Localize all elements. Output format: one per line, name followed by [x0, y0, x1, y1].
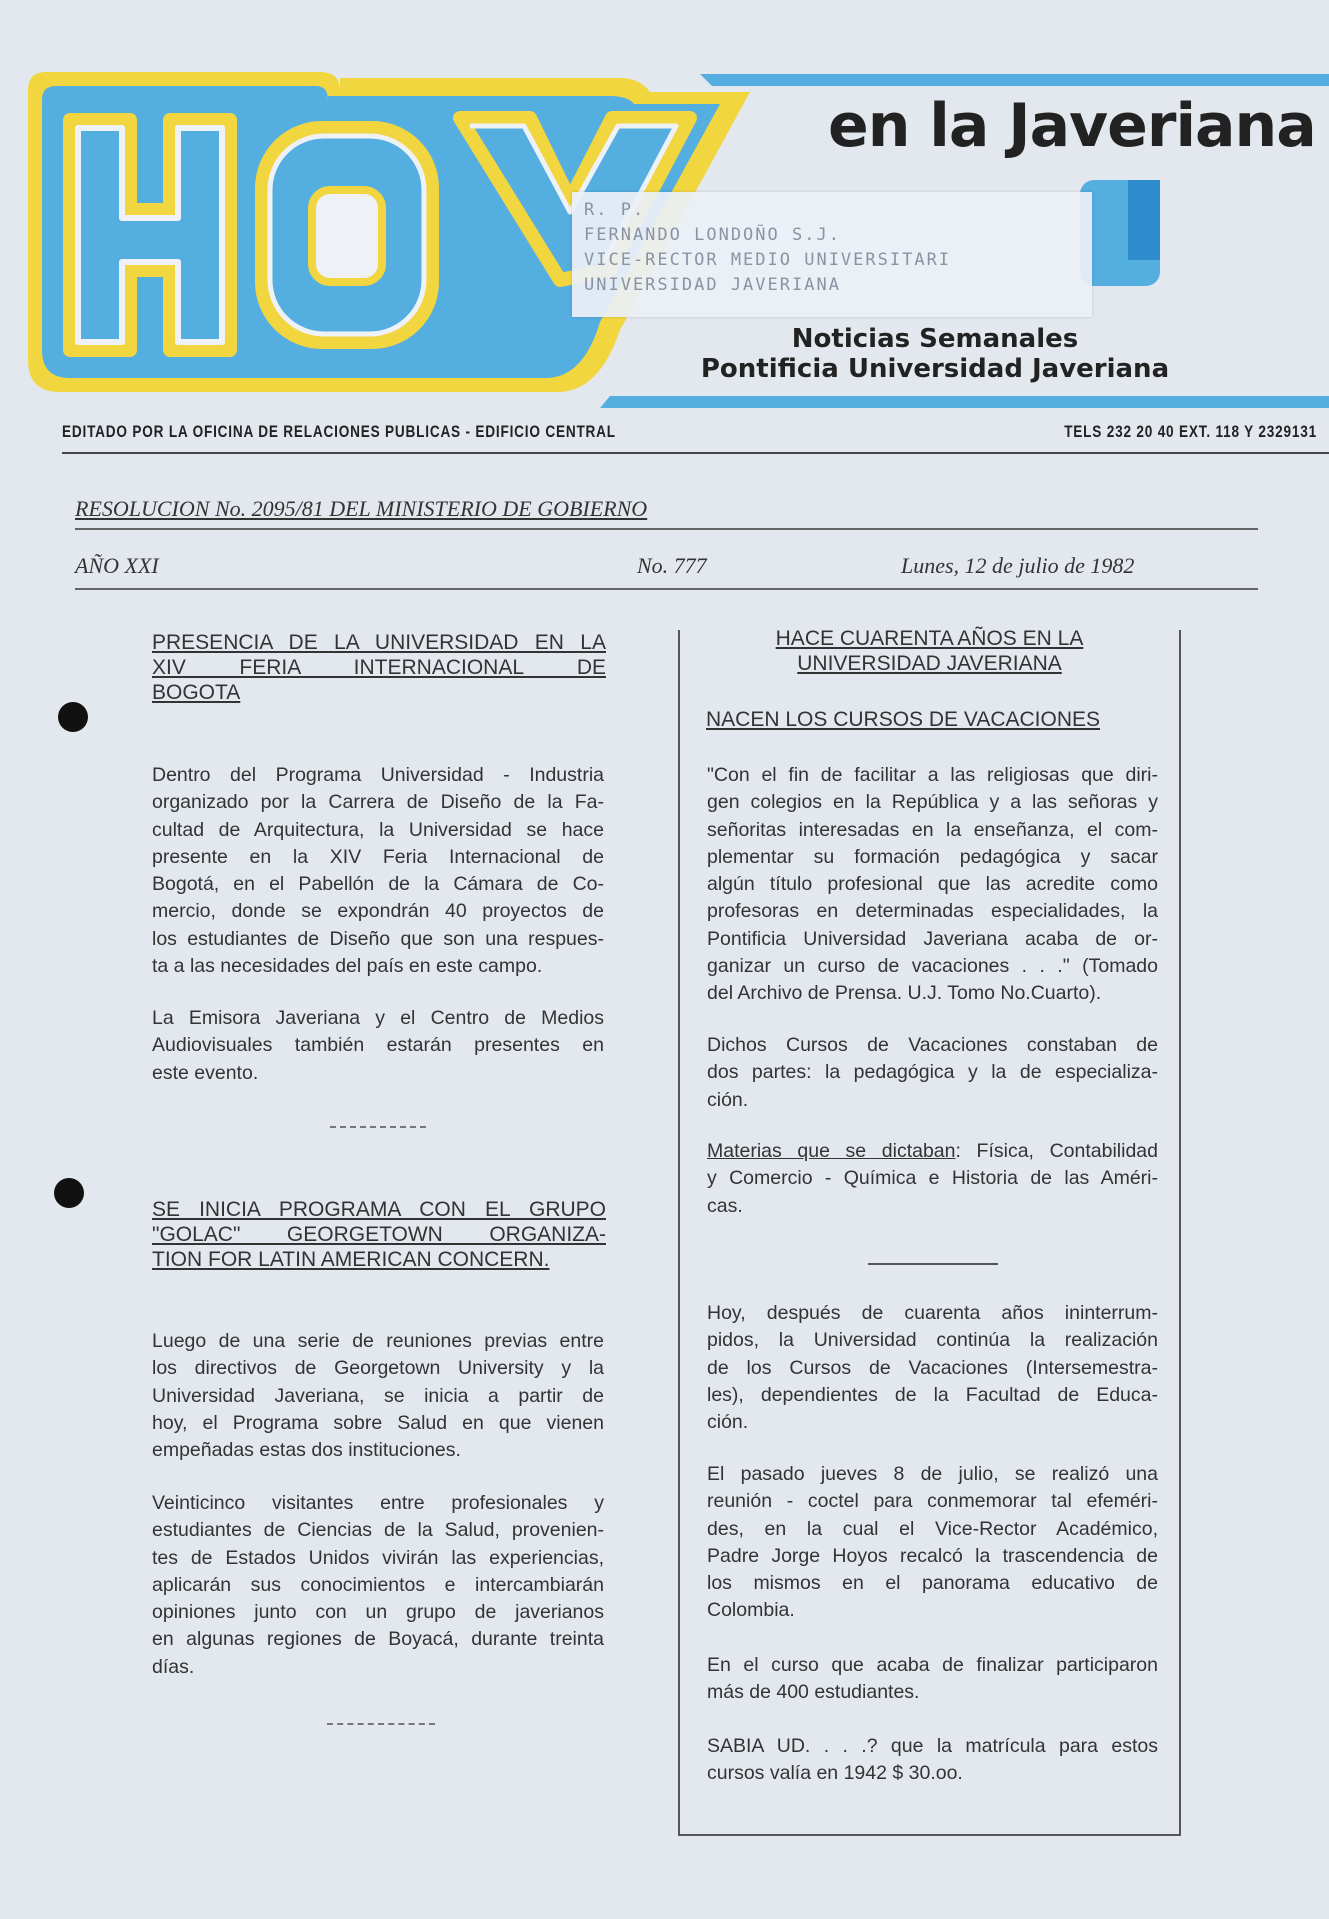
text-line: del Archivo de Prensa. U.J. Tomo No.Cuarto). [707, 982, 1102, 1005]
masthead-subtitle-1: Noticias Semanales [791, 324, 1079, 354]
column-frame-bottom [678, 1834, 1181, 1836]
heading-line: TION FOR LATIN AMERICAN CONCERN. [152, 1248, 550, 1271]
text-line: En el curso que acaba de finalizar participaron [707, 1654, 1158, 1676]
article-2-heading [152, 1197, 606, 1272]
article-3-materias [707, 1138, 1158, 1220]
text-line: en algunas regiones de Boyacá, durante treinta [152, 1628, 604, 1651]
mailing-label-line: FERNANDO LONDOÑO S.J. [584, 225, 841, 245]
text-line: y Comercio - Química e Historia de las Améri- [707, 1167, 1158, 1190]
text-line: cultad de Arquitectura, la Universidad se hace [152, 818, 604, 841]
text-line: días. [152, 1655, 195, 1678]
text-line: SABIA UD. . . .? que la matrícula para estos [707, 1735, 1158, 1757]
text-line: profesoras en determinadas especialidades, la [707, 900, 1158, 923]
separator-line [868, 1263, 998, 1265]
text-line: ción. [707, 1088, 749, 1111]
mailing-label-line: VICE-RECTOR MEDIO UNIVERSITARI [584, 250, 952, 270]
article-3-paragraph-1 [707, 762, 1158, 1008]
heading-line: UNIVERSIDAD JAVERIANA [797, 652, 1062, 675]
heading-line: HACE CUARENTA AÑOS EN LA [775, 627, 1084, 650]
issue-date: Lunes, 12 de julio de 1982 [901, 553, 1135, 578]
text-line: cursos valía en 1942 $ 30.oo. [707, 1762, 963, 1785]
text-line: reunión - coctel para conmemorar tal efeméri- [707, 1490, 1158, 1513]
text-line: plementar su formación pedagógica y sacar [707, 845, 1158, 868]
text-line: Universidad Javeriana, se inicia a partir de [152, 1384, 604, 1407]
article-3-paragraph-3 [707, 1300, 1158, 1436]
mailing-label-line: UNIVERSIDAD JAVERIANA [584, 275, 841, 295]
issue-year: AÑO XXI [75, 553, 159, 578]
materias-text: : Física, Contabilidad [955, 1140, 1158, 1162]
masthead-subtitle-2: Pontificia Universidad Javeriana [700, 354, 1170, 384]
phones-line: TELS 232 20 40 EXT. 118 Y 2329131 [1064, 422, 1317, 441]
text-line: ción. [707, 1411, 749, 1434]
text-line: El pasado jueves 8 de julio, se realizó una [707, 1463, 1158, 1485]
text-line: Hoy, después de cuarenta años ininterrum- [707, 1302, 1158, 1324]
article-2-paragraph-2 [152, 1490, 604, 1681]
heading-line: SE INICIA PROGRAMA CON EL GRUPO [152, 1198, 606, 1221]
divider [75, 528, 1258, 530]
text-line: pidos, la Universidad continúa la realización [707, 1329, 1158, 1352]
text-line: este evento. [152, 1061, 259, 1084]
text-line: La Emisora Javeriana y el Centro de Medios [152, 1007, 604, 1029]
masthead [0, 0, 1329, 420]
text-line: ta a las necesidades del país en este campo. [152, 955, 543, 978]
heading-line: "GOLAC" GEORGETOWN ORGANIZA- [152, 1223, 606, 1246]
heading-line: XIV FERIA INTERNACIONAL DE [152, 656, 606, 679]
text-line: los estudiantes de Diseño que son una respues- [152, 927, 604, 950]
text-line: Audiovisuales también estarán presentes en [152, 1034, 604, 1057]
text-line: des, en la cual el Vice-Rector Académico, [707, 1517, 1158, 1540]
text-line: de los Cursos de Vacaciones (Intersemestra- [707, 1356, 1158, 1379]
text-line: estudiantes de Ciencias de la Salud, provenien- [152, 1519, 604, 1542]
text-line: los mismos en el panorama educativo de [707, 1572, 1158, 1595]
resolucion-line: RESOLUCION No. 2095/81 DEL MINISTERIO DE GOBIERNO [75, 496, 648, 521]
heading-line: BOGOTA [152, 681, 241, 704]
text-line: aplicarán sus conocimientos e intercambiarán [152, 1573, 604, 1596]
text-line: cas. [707, 1194, 743, 1217]
article-1-paragraph-2 [152, 1005, 604, 1087]
text-line: Pontificia Universidad Javeriana acaba de or- [707, 927, 1158, 950]
text-line: organizado por la Carrera de Diseño de la Fa- [152, 791, 604, 814]
text-line: mercio, donde se expondrán 40 proyectos de [152, 900, 604, 923]
text-line: Colombia. [707, 1599, 795, 1622]
text-line: más de 400 estudiantes. [707, 1681, 920, 1704]
text-line: presente en la XIV Feria Internacional de [152, 845, 604, 868]
text-line: Dentro del Programa Universidad - Industria [152, 764, 604, 786]
heading-line: PRESENCIA DE LA UNIVERSIDAD EN LA [152, 631, 606, 654]
text-line: "Con el fin de facilitar a las religiosas que diri- [707, 764, 1158, 786]
text-line: Veinticinco visitantes entre profesionales y [152, 1492, 604, 1514]
article-3-heading [702, 626, 1157, 676]
bullet-dot [58, 702, 88, 732]
text-line: tes de Estados Unidos vivirán las experiencias, [152, 1546, 604, 1569]
text-line: Padre Jorge Hoyos recalcó la trascendencia de [707, 1544, 1158, 1567]
column-frame-left [678, 630, 680, 1835]
text-line [707, 1138, 1158, 1165]
mailing-label [572, 192, 1092, 317]
article-1-heading [152, 630, 606, 705]
text-line: hoy, el Programa sobre Salud en que vienen [152, 1411, 604, 1434]
article-3-paragraph-6 [707, 1733, 1158, 1788]
text-line: gen colegios en la República y a las señoras y [707, 791, 1158, 814]
bullet-dot [54, 1178, 84, 1208]
masthead-title: en la Javeriana [828, 91, 1316, 161]
text-line: los directivos de Georgetown University y la [152, 1357, 604, 1380]
text-line: Dichos Cursos de Vacaciones constaban de [707, 1034, 1158, 1056]
mailing-label-line: R. P. [584, 200, 646, 220]
text-line: Bogotá, en el Pabellón de la Cámara de Co- [152, 873, 604, 896]
text-line: señoritas interesadas en la enseñanza, el com- [707, 818, 1158, 841]
article-1-paragraph-1 [152, 762, 604, 980]
text-line: dos partes: la pedagógica y la de especializa- [707, 1061, 1158, 1084]
text-line: empeñadas estas dos instituciones. [152, 1439, 461, 1462]
separator-dashes [327, 1723, 435, 1725]
article-3-paragraph-4 [707, 1461, 1158, 1625]
text-line: Luego de una serie de reuniones previas entre [152, 1330, 604, 1352]
text-line: opiniones junto con un grupo de javerianos [152, 1601, 604, 1624]
materias-label: Materias que se dictaban [707, 1140, 956, 1162]
article-3-subheading: NACEN LOS CURSOS DE VACACIONES [706, 708, 1101, 731]
text-line: les), dependientes de la Facultad de Educa- [707, 1383, 1158, 1406]
divider [75, 588, 1258, 590]
editor-line: EDITADO POR LA OFICINA DE RELACIONES PUBLICAS - EDIFICIO CENTRAL [62, 422, 616, 441]
text-line: ganizar un curso de vacaciones . . ." (Tomado [707, 955, 1158, 978]
issue-number: No. 777 [637, 553, 707, 578]
column-frame-right [1179, 630, 1181, 1835]
divider [62, 452, 1329, 454]
article-3-paragraph-5 [707, 1652, 1158, 1707]
text-line: algún título profesional que las acredite como [707, 873, 1158, 896]
article-2-paragraph-1 [152, 1328, 604, 1464]
separator-dashes [330, 1126, 426, 1128]
article-3-paragraph-2 [707, 1032, 1158, 1114]
